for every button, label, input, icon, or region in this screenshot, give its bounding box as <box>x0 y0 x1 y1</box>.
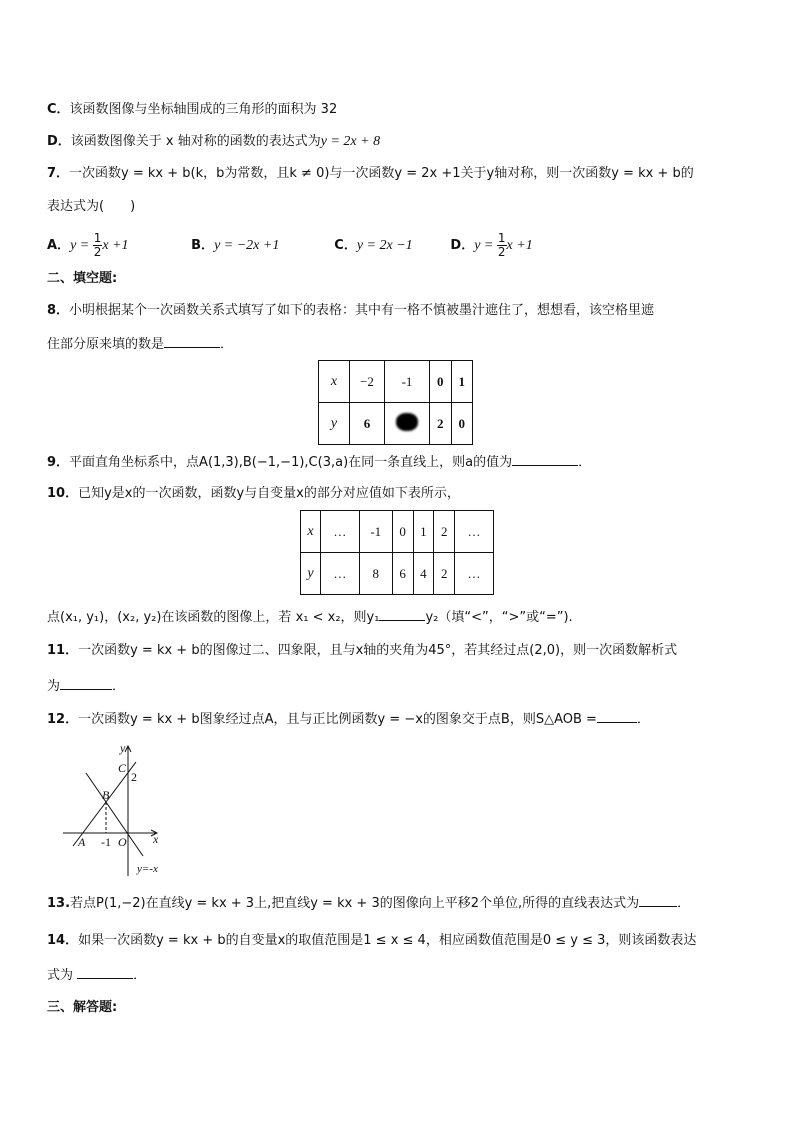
question-number: 7． <box>47 166 70 181</box>
table-cell: 6 <box>350 403 385 445</box>
option-label: D． <box>47 134 71 149</box>
label-origin: O <box>118 835 127 849</box>
table-cell: 6 <box>392 553 413 595</box>
option-math: y = 2x −1 <box>356 238 413 253</box>
numerator: 1 <box>93 231 102 245</box>
question-text: 为 <box>47 679 61 694</box>
answer-blank[interactable] <box>77 966 133 979</box>
q12: 12．一次函数y = kx + b图象经过点A，且与正比例函数y = −x的图象交于点B，则S△AOB = ． <box>47 712 650 727</box>
table-cell: 1 <box>451 361 473 403</box>
table-cell: … <box>455 553 494 595</box>
question-number: 11． <box>47 643 79 658</box>
question-number: 12． <box>47 712 79 727</box>
label-2: 2 <box>131 770 137 784</box>
question-number: 10． <box>47 486 79 501</box>
option-math: y = −2x +1 <box>214 238 280 253</box>
option-text: 该函数图像关于 x 轴对称的函数的表达式为 <box>70 134 321 149</box>
question-text: 住部分原来填的数是 <box>47 337 165 352</box>
option-label: C． <box>47 102 70 117</box>
q13: 13.若点P(1,−2)在直线y = kx + 3上,把直线y = kx + 3的图像向上平移2个单位,所得的直线表达式为 ． <box>47 896 691 911</box>
q9: 9．平面直角坐标系中，点A(1,3),B(−1,−1),C(3,a)在同一条直线上，则a的值为 ． <box>47 455 592 470</box>
option-label: A． <box>47 238 71 253</box>
table-cell: … <box>321 553 360 595</box>
table-cell: 0 <box>392 511 413 553</box>
table-cell: 0 <box>451 403 473 445</box>
option-math: x +1 <box>506 238 533 253</box>
table-header-y: y <box>319 403 350 445</box>
question-number: 13. <box>47 896 71 911</box>
option-math: y = <box>70 238 93 253</box>
table-cell: 2 <box>434 553 455 595</box>
option-label: D． <box>450 238 475 253</box>
label-neg1: -1 <box>101 835 111 849</box>
option-math: y = 2x + 8 <box>320 134 381 149</box>
table-cell: −2 <box>350 361 385 403</box>
question-text: 小明根据某个一次函数关系式填写了如下的表格：其中有一格不慎被墨汁遮住了，想想看，该空格里遮 <box>69 303 655 318</box>
table-cell: 0 <box>430 361 452 403</box>
table-cell: … <box>455 511 494 553</box>
table-cell: 4 <box>413 553 434 595</box>
q8-line2: 住部分原来填的数是 ． <box>47 337 234 352</box>
question-text: 式为 <box>47 968 74 983</box>
question-text: 点(x₁, y₁)，(x₂, y₂)在该函数的图像上，若 x₁ < x₂，则y₁ <box>47 610 380 625</box>
table-header-x: x <box>301 511 321 553</box>
section-heading-answer: 三、解答题: <box>47 1000 118 1015</box>
option-text: 该函数图像与坐标轴围成的三角形的面积为 32 <box>69 102 338 117</box>
question-text: 平面直角坐标系中，点A(1,3),B(−1,−1),C(3,a)在同一条直线上，则a的值为 <box>69 455 513 470</box>
table-cell: 2 <box>430 403 452 445</box>
numerator: 1 <box>497 231 506 245</box>
table-cell: 1 <box>413 511 434 553</box>
question-number: 14． <box>47 933 79 948</box>
denominator: 2 <box>93 245 102 259</box>
label-c: C <box>118 761 127 775</box>
table-cell: 2 <box>434 511 455 553</box>
label-y-neg-x: y=-x <box>137 863 158 875</box>
section-heading-fill-in: 二、填空题: <box>47 271 118 286</box>
q14-line1 <box>47 932 696 950</box>
question-text: 一次函数y = kx + b(k，b为常数，且k ≠ 0)与一次函数y = 2x +1关于y轴对称，则一次函数y = kx + b的 <box>69 166 694 181</box>
option-math: y = <box>474 238 497 253</box>
table-cell: … <box>321 511 360 553</box>
label-x-axis: x <box>153 832 159 846</box>
table-header-x: x <box>319 361 350 403</box>
table-cell: 8 <box>359 553 392 595</box>
label-a: A <box>78 835 86 849</box>
question-text: 一次函数y = kx + b图象经过点A，且与正比例函数y = −x的图象交于点B，则S△AOB = <box>78 712 597 727</box>
question-number: 8． <box>47 303 70 318</box>
question-text: 已知y是x的一次函数，函数y与自变量x的部分对应值如下表所示， <box>78 486 460 501</box>
question-text: 一次函数y = kx + b的图像过二、四象限，且与x轴的夹角为45°，若其经过点(2,0)，则一次函数解析式 <box>78 643 678 658</box>
question-text: y₂（填“<”，“>”或“=”). <box>425 610 573 625</box>
option-math: x +1 <box>102 238 129 253</box>
q14-line2: 式为 ． <box>47 968 147 983</box>
label-b: B <box>102 788 110 802</box>
question-text: 若点P(1,−2)在直线y = kx + 3上,把直线y = kx + 3的图像向上平移2个单位,所得的直线表达式为 <box>70 896 640 911</box>
denominator: 2 <box>497 245 506 259</box>
question-text: 如果一次函数y = kx + b的自变量x的取值范围是1 ≤ x ≤ 4，相应函数值范围是0 ≤ y ≤ 3，则该函数表达 <box>78 933 697 948</box>
q7-line2: 表达式为( ) <box>47 199 136 214</box>
table-cell: -1 <box>359 511 392 553</box>
answer-blank[interactable] <box>639 894 677 907</box>
question-number: 9． <box>47 455 70 470</box>
line-y-neg-x <box>86 773 143 856</box>
q11-line2: 为 ． <box>47 679 126 694</box>
table-cell: -1 <box>385 361 430 403</box>
option-label: C． <box>334 238 357 253</box>
option-label: B． <box>191 238 215 253</box>
table-header-y: y <box>301 553 321 595</box>
label-y-axis: y <box>120 741 126 755</box>
